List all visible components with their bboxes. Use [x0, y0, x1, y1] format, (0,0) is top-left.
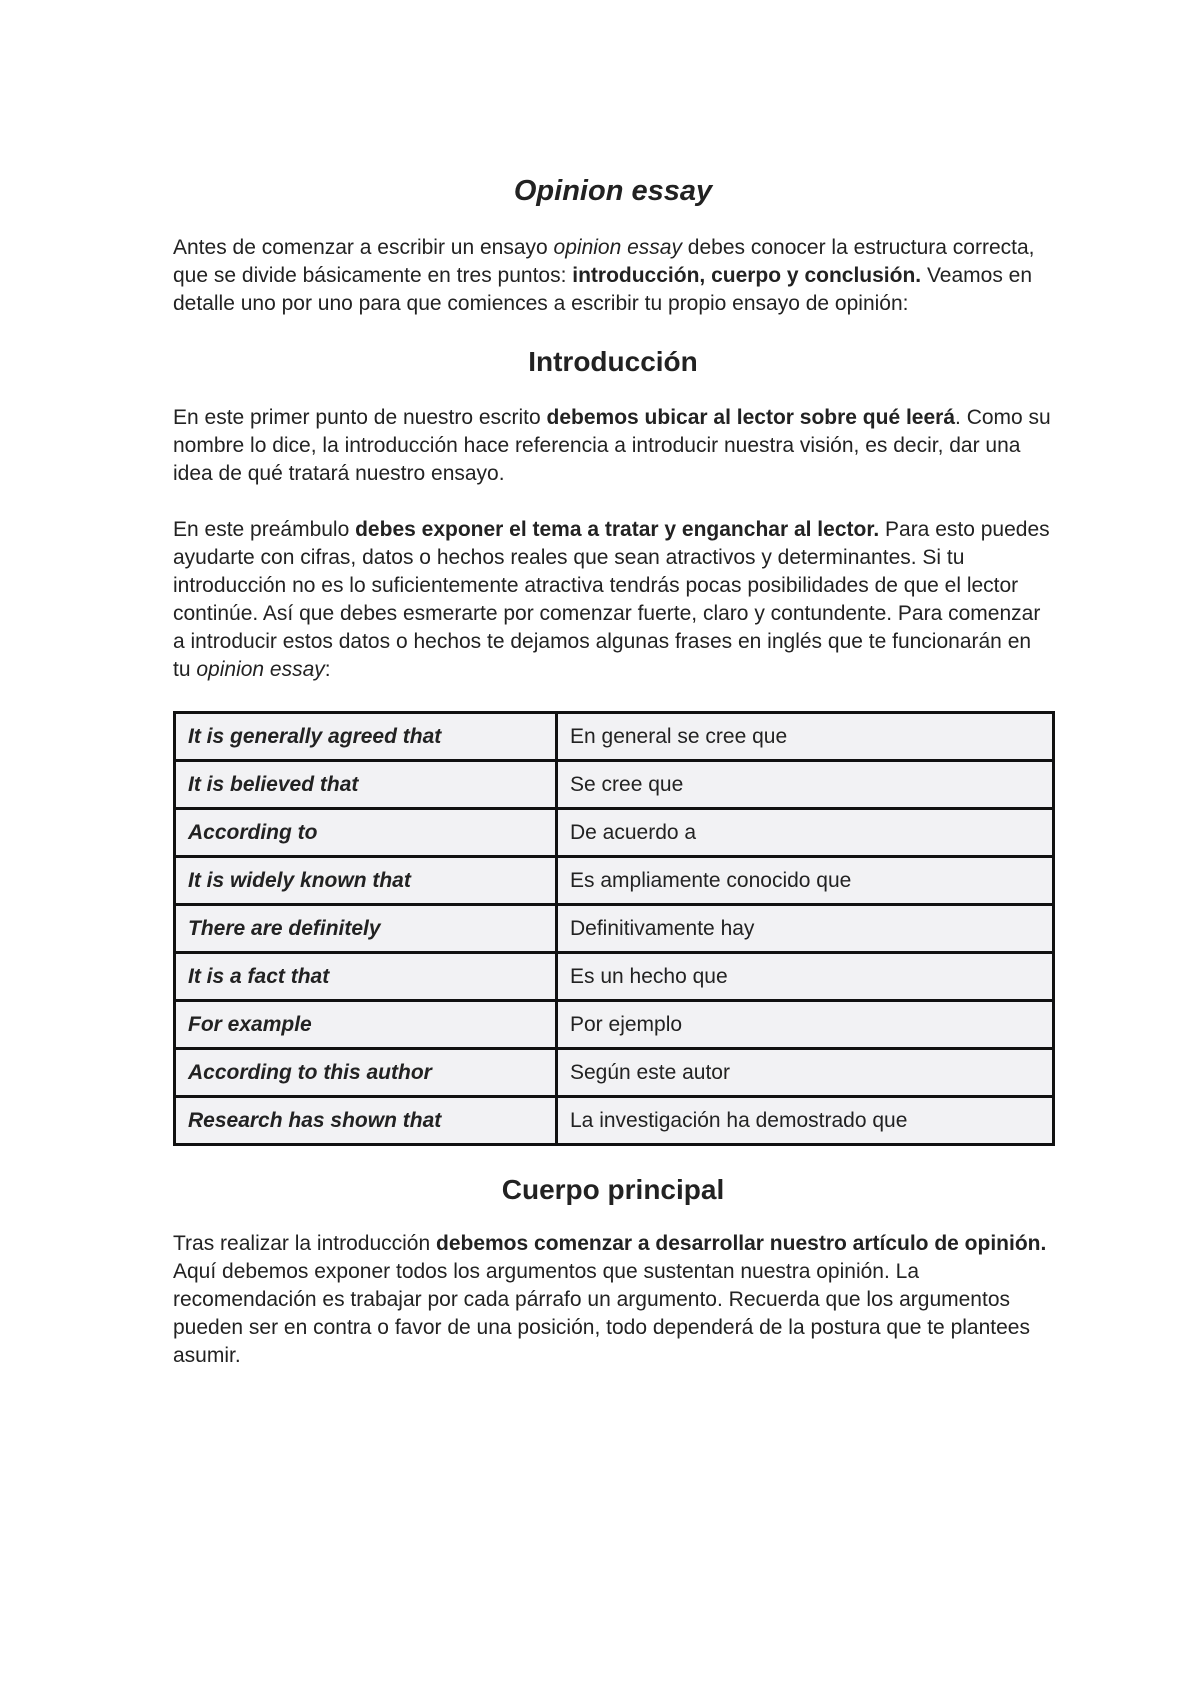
phrase-english: Research has shown that [175, 1097, 557, 1145]
introduccion-p2-text-2: debes exponer el tema a tratar y enganchar al lector. [355, 518, 880, 541]
table-row [175, 761, 1054, 809]
phrase-english: It is believed that [175, 761, 557, 809]
table-row [175, 857, 1054, 905]
section-heading-cuerpo-principal: Cuerpo principal [501, 1174, 725, 1205]
table-row [175, 809, 1054, 857]
phrase-english: According to this author [175, 1049, 557, 1097]
phrase-spanish: La investigación ha demostrado que [557, 1097, 1054, 1145]
introduccion-paragraph-2 [173, 516, 1053, 684]
phrase-spanish: Es ampliamente conocido que [557, 857, 1054, 905]
table-row [175, 1049, 1054, 1097]
phrase-spanish: Según este autor [557, 1049, 1054, 1097]
introduccion-paragraph-1 [173, 404, 1053, 488]
introduccion-p1-text-3: . Como su nombre lo dice, la introducción hace referencia a introducir nuestra visión, es decir, dar una idea de qué tratará nuestro ensayo. [173, 406, 1051, 485]
section-heading-introduccion: Introducción [528, 346, 698, 377]
cuerpo-p1-text-3: Aquí debemos exponer todos los argumentos que sustentan nuestra opinión. La recomendación es trabajar por cada párrafo un argumento. Recuerda que los argumentos pueden ser en contra o favor de una posición, todo dependerá de la postura que te plantees asumir. [173, 1260, 1030, 1367]
introduccion-p2-text-3: Para esto puedes ayudarte con cifras, datos o hechos reales que sean atractivos y determinantes. Si tu introducción no es lo suficientemente atractiva tendrás pocas posibilidades de que el lector continúe. Así que debes esmerarte por comenzar fuerte, claro y contundente. Para comenzar a introducir estos datos o hechos te dejamos algunas frases en inglés que te funcionarán en tu [173, 518, 1050, 681]
intro-text-4: introducción, cuerpo y conclusión. [572, 264, 922, 287]
phrase-spanish: Por ejemplo [557, 1001, 1054, 1049]
cuerpo-p1-text-2: debemos comenzar a desarrollar nuestro artículo de opinión. [436, 1232, 1047, 1255]
intro-text-5: Veamos en detalle uno por uno para que comiences a escribir tu propio ensayo de opinión: [173, 264, 1033, 315]
document-title: Opinion essay [513, 175, 713, 207]
document-page [173, 170, 1053, 1370]
phrase-spanish: Definitivamente hay [557, 905, 1054, 953]
introduccion-p1-text-2: debemos ubicar al lector sobre qué leerá [546, 406, 956, 429]
table-row [175, 905, 1054, 953]
table-row [175, 713, 1054, 761]
phrase-english: For example [175, 1001, 557, 1049]
table-row [175, 953, 1054, 1001]
intro-text-2: opinion essay [553, 236, 682, 259]
phrase-english: It is a fact that [175, 953, 557, 1001]
cuerpo-p1-text-1: Tras realizar la introducción [173, 1232, 436, 1255]
phrase-english: It is widely known that [175, 857, 557, 905]
phrase-english: According to [175, 809, 557, 857]
cuerpo-paragraph-1 [173, 1230, 1053, 1370]
intro-text-1: Antes de comenzar a escribir un ensayo [173, 236, 554, 259]
phrase-spanish: Es un hecho que [557, 953, 1054, 1001]
introduccion-p1-text-1: En este primer punto de nuestro escrito [173, 406, 547, 429]
phrase-english: There are definitely [175, 905, 557, 953]
table-row [175, 1001, 1054, 1049]
introduccion-p2-text-5: : [324, 658, 331, 681]
phrase-spanish: En general se cree que [557, 713, 1054, 761]
table-row [175, 1097, 1054, 1145]
phrases-table [173, 711, 1055, 1146]
phrase-english: It is generally agreed that [175, 713, 557, 761]
intro-text-3: debes conocer la estructura correcta, que se divide básicamente en tres puntos: [173, 236, 1035, 287]
introduccion-p2-text-1: En este preámbulo [173, 518, 356, 541]
introduccion-p2-text-4: opinion essay [196, 658, 325, 681]
intro-paragraph [173, 234, 1053, 318]
phrase-spanish: Se cree que [557, 761, 1054, 809]
phrase-spanish: De acuerdo a [557, 809, 1054, 857]
